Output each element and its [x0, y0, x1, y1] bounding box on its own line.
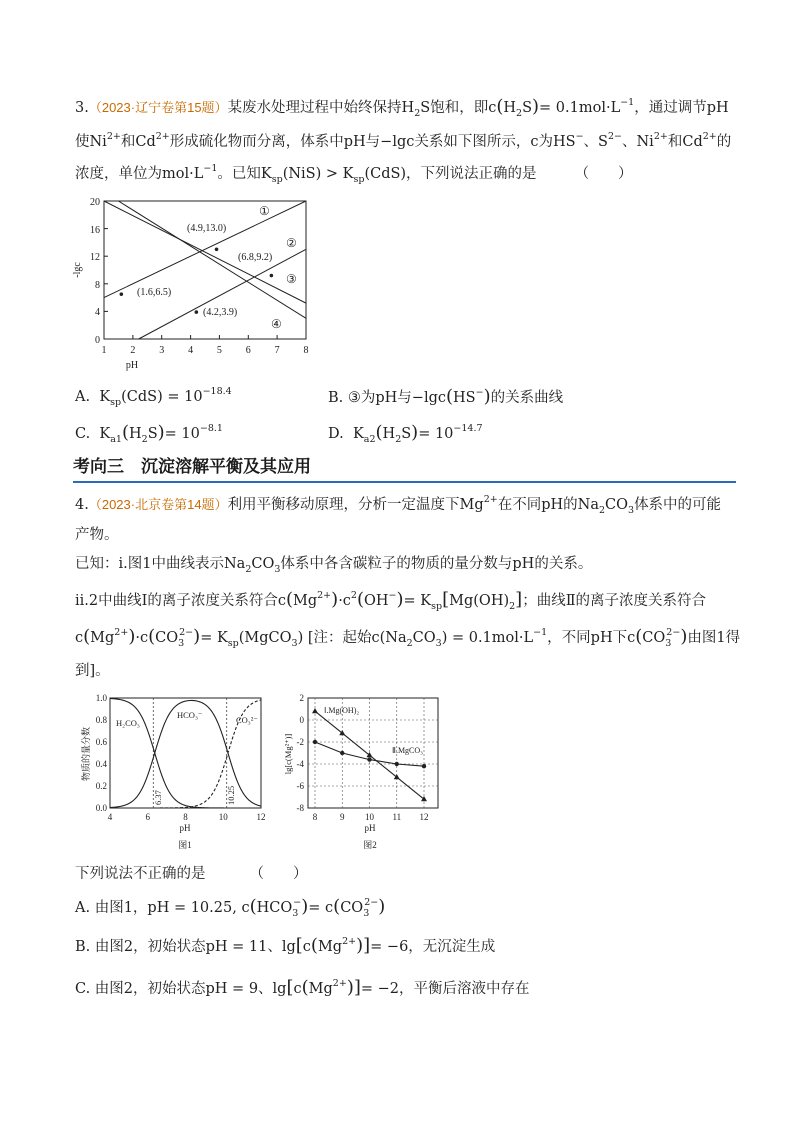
- q3-source: （2023·辽宁卷第15题）: [88, 100, 228, 115]
- fig2-curve2-label: Ⅱ.MgCO₃: [392, 746, 423, 755]
- q4-line-2: 产物。: [75, 527, 119, 543]
- fig2-ylabel: lg[c(Mg²⁺)]: [283, 733, 293, 775]
- q3-xtick: 4: [188, 345, 194, 356]
- q3-ytick: 0: [95, 335, 100, 346]
- q3-curve-1: [118, 201, 306, 318]
- fig2-xtick: 11: [392, 812, 402, 822]
- fig2-ytick: -6: [296, 781, 304, 791]
- q4-fig1: [75, 690, 270, 860]
- q3-ylabel: -lgc: [72, 262, 83, 278]
- fig1-mark-1025: 10.25: [226, 785, 236, 805]
- fig2-ytick: -2: [296, 737, 304, 747]
- fig2-mgco3-point: [395, 762, 399, 766]
- fig1-label-h2co3: H₂CO₃: [116, 718, 140, 728]
- fig2-xtick: 12: [419, 812, 429, 822]
- fig2-mgco3-point: [422, 764, 426, 768]
- q3-ytick: 16: [90, 225, 100, 236]
- fig1-xlabel: pH: [179, 823, 191, 833]
- fig2-xlabel: pH: [364, 823, 376, 833]
- fig2-xtick: 10: [365, 812, 374, 822]
- fig1-ylabel: 物质的量分数: [81, 726, 91, 782]
- q3-xlabel: pH: [125, 360, 139, 371]
- q4-line-3: 已知：i.图1中曲线表示$Na_2CO_3$体系中各含碳粒子的物质的量分数与pH的关系。: [75, 556, 593, 575]
- fig1-ytick: 0.2: [95, 781, 107, 791]
- fig2-mgco3-point: [313, 740, 317, 744]
- q3-point-label: (4.2,3.9): [203, 307, 238, 318]
- q4-option-c[interactable]: C. 由图2，初始状态pH = 9、$\lg[c(Mg^{2+})]= -2$，平衡后溶液中存在: [75, 977, 530, 998]
- q3-xtick: 1: [101, 345, 107, 356]
- q3-curve-label-2: ②: [286, 236, 297, 250]
- section-title: 考向三 沉淀溶解平衡及其应用: [73, 457, 311, 476]
- fig1-xtick: 6: [145, 812, 150, 822]
- q3-chart: [70, 193, 320, 371]
- q4-answer-blank: （ ）: [249, 866, 308, 882]
- q3-answer-blank: （ ）: [574, 166, 633, 182]
- fig1-label-hco3: HCO₃⁻: [177, 710, 203, 720]
- q3-xtick: 3: [159, 345, 165, 356]
- fig2-curve1-label: Ⅰ.Mg(OH)₂: [324, 706, 360, 715]
- q3-ytick: 12: [90, 252, 100, 263]
- fig2-mgoh2-point: [367, 752, 373, 757]
- fig2-mgoh2-point: [312, 708, 318, 713]
- q4-fig2: [280, 690, 455, 860]
- q4-line-4: ii.2中曲线Ⅰ的离子浓度关系符合$c(Mg^{2+})\cdot c^2(OH^-)= K_{sp}[Mg(OH)_2]$；曲线Ⅱ的离子浓度关系符合: [75, 589, 707, 612]
- fig1-mark-637: 6.37: [153, 790, 163, 805]
- fig2-mgco3-point: [367, 757, 371, 761]
- fig1-caption: 图1: [178, 840, 192, 850]
- fig2-ytick: 0: [299, 715, 304, 725]
- fig1-ytick: 0.4: [95, 759, 107, 769]
- q3-point-label: (6.8,9.2): [238, 252, 273, 263]
- q3-option-d[interactable]: D. $K_{a2}(H_2S)= 10^{-14.7}$: [328, 422, 483, 445]
- fig1-ytick: 0.0: [95, 803, 107, 813]
- q3-intersection-point: [215, 248, 219, 252]
- q4-option-a[interactable]: A. 由图1，pH = 10.25, $c(HCO_3^-)= c(CO_3^{2-})$: [75, 896, 386, 919]
- q3-number: 3.: [75, 100, 89, 116]
- fig1-label-co3: CO₃²⁻: [236, 715, 258, 725]
- q4-source: （2023·北京卷第14题）: [88, 497, 228, 512]
- q3-ytick: 20: [90, 197, 100, 208]
- q3-xtick: 2: [130, 345, 136, 356]
- q3-option-a[interactable]: A. $K_{sp}(CdS) = 10^{-18.4}$: [75, 386, 232, 408]
- q4-option-b[interactable]: B. 由图2，初始状态pH = 11、$\lg[c(Mg^{2+})]= -6$，无沉淀生成: [75, 935, 496, 956]
- fig2-ytick: -4: [296, 759, 304, 769]
- q3-point-label: (4.9,13.0): [187, 223, 227, 234]
- q4-prompt: 下列说法不正确的是: [75, 866, 206, 882]
- q3-option-b[interactable]: B. ③为pH与−lgc(HS−)的关系曲线: [328, 386, 564, 407]
- fig1-xtick: 12: [256, 812, 266, 822]
- q4-line-5: $c(Mg^{2+})\cdot c(CO_3^{2-})=$ $K_{sp}(MgCO_3)$ [注：起始$c(Na_2CO_3) = 0.1mol\cdot L^{-1}$，不同pH下$c(CO_3^{2-})$由图1得: [75, 626, 741, 649]
- section-heading: [73, 455, 736, 483]
- q3-option-c[interactable]: C. $K_{a1}(H_2S)= 10^{-8.1}$: [75, 422, 223, 445]
- fig1-ytick: 0.6: [95, 737, 107, 747]
- q3-xtick: 8: [303, 345, 309, 356]
- q3-intersection-point: [120, 292, 124, 296]
- fig1-ytick: 1.0: [95, 693, 107, 703]
- fig2-xtick: 8: [312, 812, 318, 822]
- q4-line-1: 4.（2023·北京卷第14题）利用平衡移动原理，分析一定温度下$Mg^{2+}$在不同pH的$Na_2CO_3$体系中的可能: [75, 494, 722, 516]
- q3-curve-label-1: ①: [259, 204, 270, 218]
- fig1-ytick: 0.8: [95, 715, 107, 725]
- q3-xtick: 6: [245, 345, 251, 356]
- q3-curve-2: [104, 201, 306, 298]
- fig2-ytick: 2: [299, 693, 304, 703]
- q3-curve-label-3: ③: [286, 272, 297, 286]
- fig2-caption: 图2: [363, 840, 377, 850]
- fig1-xtick: 8: [183, 812, 188, 822]
- fig2-xtick: 9: [340, 812, 345, 822]
- q3-xtick: 5: [216, 345, 222, 356]
- q3-ytick: 4: [95, 307, 100, 318]
- q3-line-1: 3.（2023·辽宁卷第15题）某废水处理过程中始终保持$H_2S$饱和，即$c(H_2S)= 0.1mol\cdot L^{-1}$，通过调节pH: [75, 96, 729, 119]
- q4-prompt-line: [75, 863, 308, 885]
- q3-intersection-point: [195, 310, 199, 314]
- fig2-mgoh2-point: [421, 796, 427, 801]
- q3-ytick: 8: [95, 280, 100, 291]
- q3-curve-label-4: ④: [271, 317, 282, 331]
- fig1-xtick: 4: [107, 812, 113, 822]
- q3-line-2: 使$Ni^{2+}$和$Cd^{2+}$形成硫化物而分离，体系中pH与−lgc关系如下图所示，c为HS−、$S^{2-}$、$Ni^{2+}$和$Cd^{2+}$的: [75, 131, 732, 150]
- fig1-xtick: 10: [218, 812, 228, 822]
- q3-point-label: (1.6,6.5): [137, 287, 172, 298]
- q3-line-3: 浓度，单位为$mol\cdot L^{-1}$。已知$K_{sp}(NiS) > K_{sp}(CdS)$，下列说法正确的是 （ ）: [75, 163, 633, 185]
- q4-line-6: 到]。: [75, 663, 110, 679]
- q3-xtick: 7: [274, 345, 280, 356]
- q3-intersection-point: [270, 274, 274, 278]
- q3-curve-3: [104, 201, 306, 303]
- fig2-mgco3-point: [340, 751, 344, 755]
- q4-number: 4.: [75, 497, 89, 513]
- fig2-ytick: -8: [296, 803, 304, 813]
